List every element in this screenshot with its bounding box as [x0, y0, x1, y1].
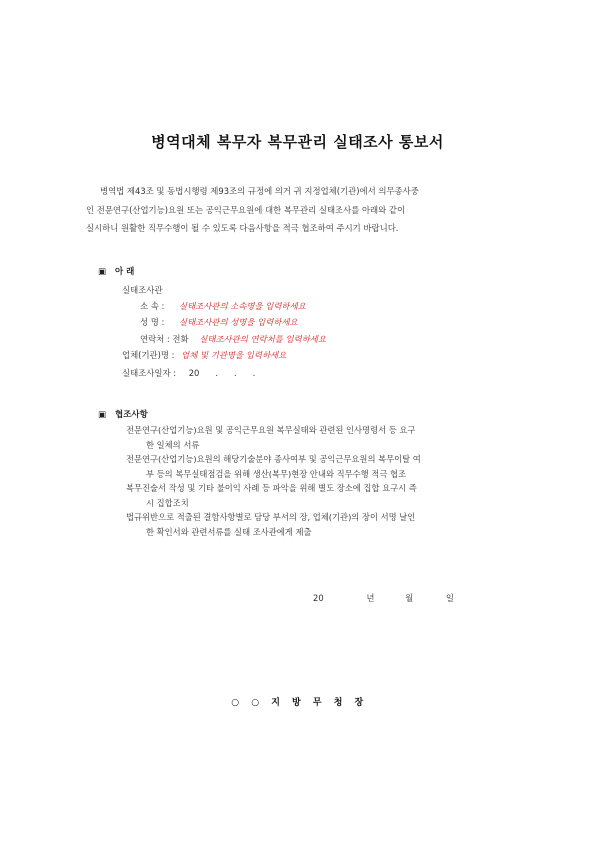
issue-date-year[interactable]: 20 — [313, 593, 324, 603]
intro-line: 실시하니 원활한 직무수행이 될 수 있도록 다음사항을 적극 협조하여 주시기 바랍니다. — [86, 223, 399, 233]
affiliation-label: 소 속 : — [140, 301, 165, 311]
coop-item-line: 법규위반으로 적출된 결함사항별로 담당 부서의 장, 업체(기관)의 장이 서명 날인 — [126, 512, 416, 522]
name-field[interactable]: 실태조사관의 성명을 입력하세요 — [179, 317, 298, 327]
coop-item-line: 한 확인서와 관련서류를 실태 조사관에게 제출 — [146, 526, 312, 537]
coop-item-line: 전문연구(산업기능)요원의 해당기술분야 종사여부 및 공익근무요원의 복무이탈 여 — [126, 454, 421, 464]
issue-date — [313, 592, 454, 604]
section-coop-heading — [98, 408, 148, 420]
contact-label: 연락처 : 전화 — [140, 334, 189, 344]
inspection-date-row — [122, 367, 255, 379]
signer: ○ ○ 지 방 무 청 장 — [231, 698, 364, 708]
coop-item — [126, 510, 516, 539]
name-row — [140, 316, 298, 328]
company-field[interactable]: 업체 및 기관명을 입력하세요 — [181, 350, 287, 360]
contact-row — [140, 333, 326, 345]
company-label: 업체(기관)명 : — [122, 350, 175, 360]
coop-item-line: 전문연구(산업기능)요원 및 공익근무요원 복무실태와 관련된 인사명령서 등 요구 — [126, 425, 416, 435]
coop-item-line: 한 일체의 서류 — [146, 439, 200, 450]
inspection-date-label: 실태조사일자 : — [122, 368, 177, 378]
square-marker-icon: ▣ — [98, 267, 107, 277]
coop-item — [126, 452, 516, 481]
issue-date-day-unit: 일 — [445, 593, 454, 603]
document-title: 병역대체 복무자 복무관리 실태조사 통보서 — [151, 133, 444, 151]
square-marker-icon: ▣ — [98, 410, 107, 420]
issue-date-year-unit: 년 — [366, 593, 375, 603]
section-below-title: 아 래 — [115, 267, 135, 277]
intro-paragraph — [86, 182, 516, 238]
contact-field[interactable]: 실태조사관의 연락처를 입력하세요 — [199, 334, 326, 344]
inspection-date-field[interactable]: 20 . . . — [188, 368, 256, 378]
intro-line: 병역법 제43조 및 동법시행령 제93조의 규정에 의거 귀 지정업체(기관)에서 의무종사중 — [100, 186, 419, 196]
coop-item — [126, 481, 516, 510]
coop-item-line: 복무진술서 작성 및 기타 불이익 사례 등 파악을 위해 별도 장소에 집합 요구시 즉 — [126, 483, 417, 493]
inspector-label: 실태조사관 — [122, 285, 163, 295]
coop-item — [126, 423, 516, 452]
coop-item-line: 부 등의 복무실태점검을 위해 생산(복무)현장 안내와 직무수행 적극 협조 — [146, 468, 407, 479]
issue-date-month-unit: 월 — [405, 593, 414, 603]
name-label: 성 명 : — [140, 317, 165, 327]
company-row — [122, 349, 286, 361]
coop-item-line: 시 집합조치 — [146, 497, 189, 508]
section-below-heading — [98, 265, 134, 277]
intro-line: 인 전문연구(산업기능)요원 또는 공익근무요원에 대한 복무관리 실태조사를 아래와 같이 — [86, 204, 406, 215]
section-coop-title: 협조사항 — [115, 410, 148, 420]
affiliation-field[interactable]: 실태조사관의 소속명을 입력하세요 — [179, 301, 306, 311]
affiliation-row — [140, 300, 306, 312]
